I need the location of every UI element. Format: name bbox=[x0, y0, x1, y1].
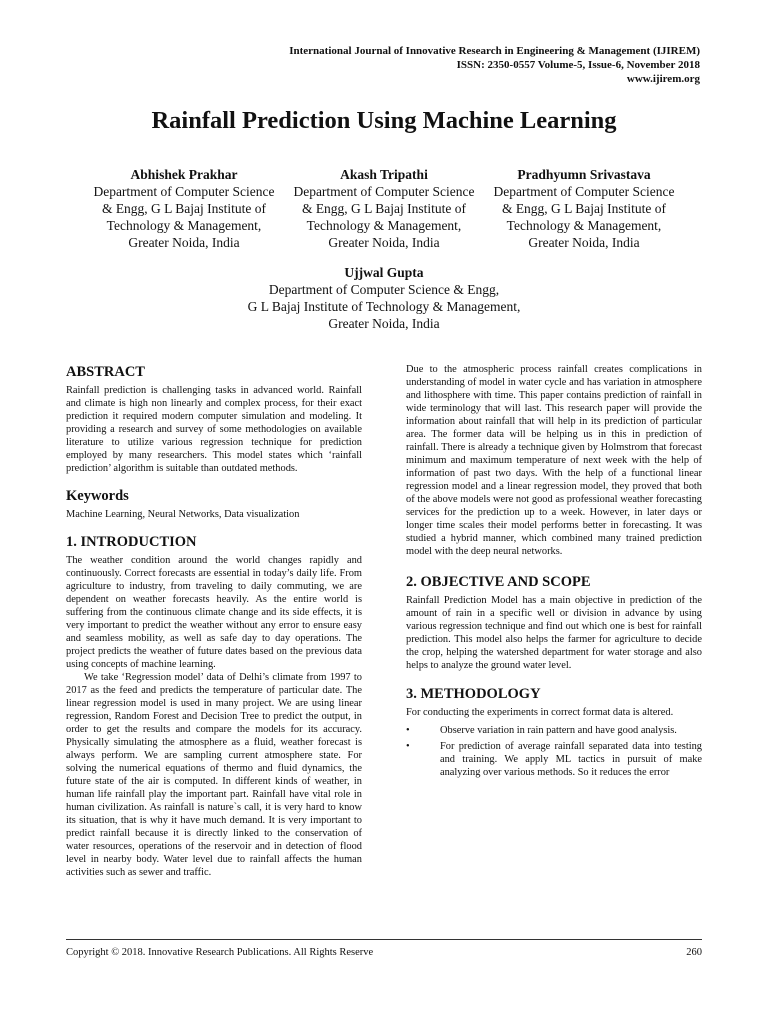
journal-name: International Journal of Innovative Research in Engineering & Management (IJIREM) bbox=[289, 45, 700, 57]
author-affiliation-line: Technology & Management, bbox=[506, 218, 662, 233]
bullet-text: Observe variation in rain pattern and have good analysis. bbox=[440, 725, 677, 736]
footer-divider bbox=[66, 939, 702, 940]
page-footer bbox=[66, 946, 702, 959]
methodology-bullet-list bbox=[406, 724, 702, 779]
keywords-text: Machine Learning, Neural Networks, Data visualization bbox=[66, 509, 300, 520]
author-name: Abhishek Prakhar bbox=[130, 167, 238, 182]
bullet-text: For prediction of average rainfall separated data into testing and training. We apply ML tactics in pursuit of make analyzing over various methods. So it reduces the error bbox=[440, 741, 702, 778]
author-affiliation-line: G L Bajaj Institute of Technology & Management, bbox=[247, 299, 521, 314]
author-name: Ujjwal Gupta bbox=[344, 265, 424, 280]
paper-title: Rainfall Prediction Using Machine Learning bbox=[151, 107, 617, 134]
author-affiliation-line: & Engg, G L Bajaj Institute of bbox=[301, 201, 467, 216]
author-affiliation-line: Greater Noida, India bbox=[328, 316, 440, 331]
author-affiliation-line: Department of Computer Science bbox=[493, 184, 675, 199]
author-affiliation-line: Greater Noida, India bbox=[128, 235, 240, 250]
objective-heading: 2. OBJECTIVE AND SCOPE bbox=[406, 574, 591, 590]
list-item bbox=[406, 724, 702, 737]
author-block-1 bbox=[84, 166, 284, 251]
author-affiliation-line: & Engg, G L Bajaj Institute of bbox=[101, 201, 267, 216]
keywords-heading: Keywords bbox=[66, 488, 129, 504]
author-affiliation-line: Greater Noida, India bbox=[328, 235, 440, 250]
bullet-icon: • bbox=[406, 741, 410, 752]
abstract-text: Rainfall prediction is challenging tasks in advanced world. Rainfall and climate is high non linearly and complex process, for their exact prediction it required modern computer simulation and modeling. It providing a research and survey of some methodologies on available literature to utilize various regression technique for prediction employed by many researchers. This model states which ‘rainfall prediction’ algorithm is suitable than outdated methods. bbox=[66, 385, 362, 474]
bullet-icon: • bbox=[406, 725, 410, 736]
author-affiliation-line: Department of Computer Science bbox=[293, 184, 475, 199]
abstract-heading: ABSTRACT bbox=[66, 364, 145, 380]
author-affiliation-line: Department of Computer Science bbox=[93, 184, 275, 199]
author-block-2 bbox=[284, 166, 484, 251]
introduction-paragraph-1: The weather condition around the world changes rapidly and continuously. Correct forecasts are essential in today’s daily life. From agriculture to industry, from traveling to daily commuting, we are dependent on weather forecasts heavily. As the entire world is suffering from the continuous climate change and its side effects, it is very important to predict the weather without any error to ensure easy and seamless mobility, as well as safe day to day operations. The project predicts the weather of future dates based on the previous data using concepts of machine learning. bbox=[66, 555, 362, 670]
author-affiliation-line: Technology & Management, bbox=[106, 218, 262, 233]
author-affiliation-line: Greater Noida, India bbox=[528, 235, 640, 250]
methodology-heading: 3. METHODOLOGY bbox=[406, 686, 541, 702]
author-name: Akash Tripathi bbox=[340, 167, 428, 182]
author-affiliation-line: Department of Computer Science & Engg, bbox=[268, 282, 500, 297]
author-affiliation-line: Technology & Management, bbox=[306, 218, 462, 233]
introduction-heading: 1. INTRODUCTION bbox=[66, 534, 197, 550]
author-block-4 bbox=[184, 264, 584, 332]
journal-issn: ISSN: 2350-0557 Volume-5, Issue-6, November 2018 bbox=[456, 59, 700, 71]
left-column bbox=[66, 363, 362, 879]
introduction-paragraph-2: We take ‘Regression model’ data of Delhi’s climate from 1997 to 2017 as the feed and predicts the temperature of particular date. The linear regression model is used in many project. We are using linear regression, Random Forest and Decision Tree to predict the output, in order to get the results and compare the models for its accuracy. Physically simulating the atmosphere as a fluid, weather forecast is always perform. We are sampling current atmosphere state. For solving the numerical equations of thermo and fluid dynamics, the future state of the air is computed. In different kinds of weather, in human life rainfall play the important part. Rainfall have vital role in human civilization. As rainfall is nature`s call, it is very hard to know its situation, that is why it have much demand. It is very important to predict rainfall because it is directly linked to the conservation of water resources, operations of the reservoir and in detection of flood level in nearby body. Water level due to rainfall affects the human activities such as sewer and traffic. bbox=[66, 672, 362, 878]
page-number: 260 bbox=[686, 947, 702, 958]
journal-header bbox=[289, 44, 700, 86]
methodology-text: For conducting the experiments in correct format data is altered. bbox=[406, 707, 674, 718]
introduction-paragraph-3: Due to the atmospheric process rainfall creates complications in understanding of model in water cycle and has variation in atmosphere and lithosphere with time. This paper contains prediction of rainfall in wide terminology that will last. This research paper will provide the information about rainfall that will help in its prediction of particular area. The former data will be helping us in this in prediction of rainfall. There is already a technique given by Holmstrom that forecast minimum and maximum temperature of next week with the help of information of past two days. With the help of a functional linear regression model and a linear regression model, they proved that both of the above models were not good as professional weather forecasting services for the prediction up to a week. However, in later days or longer time scales their model performs better in forecasting. It was studied a hybrid manner, which combined many trained prediction model with the deep neural networks. bbox=[406, 364, 702, 557]
list-item bbox=[406, 740, 702, 779]
right-column bbox=[406, 363, 702, 782]
footer-copyright: Copyright © 2018. Innovative Research Publications. All Rights Reserve bbox=[66, 947, 374, 958]
author-name: Pradhyumn Srivastava bbox=[517, 167, 651, 182]
author-affiliation-line: & Engg, G L Bajaj Institute of bbox=[501, 201, 667, 216]
author-block-3 bbox=[484, 166, 684, 251]
objective-text: Rainfall Prediction Model has a main objective in prediction of the amount of rain in a specific well or division in advance by using various regression technique and find out which one is best for rainfall prediction. This model also helps the farmer for agriculture to decide the crop, helping the watershed department for water storage and also helps to analyze the ground water level. bbox=[406, 595, 702, 671]
journal-website: www.ijirem.org bbox=[626, 73, 700, 85]
